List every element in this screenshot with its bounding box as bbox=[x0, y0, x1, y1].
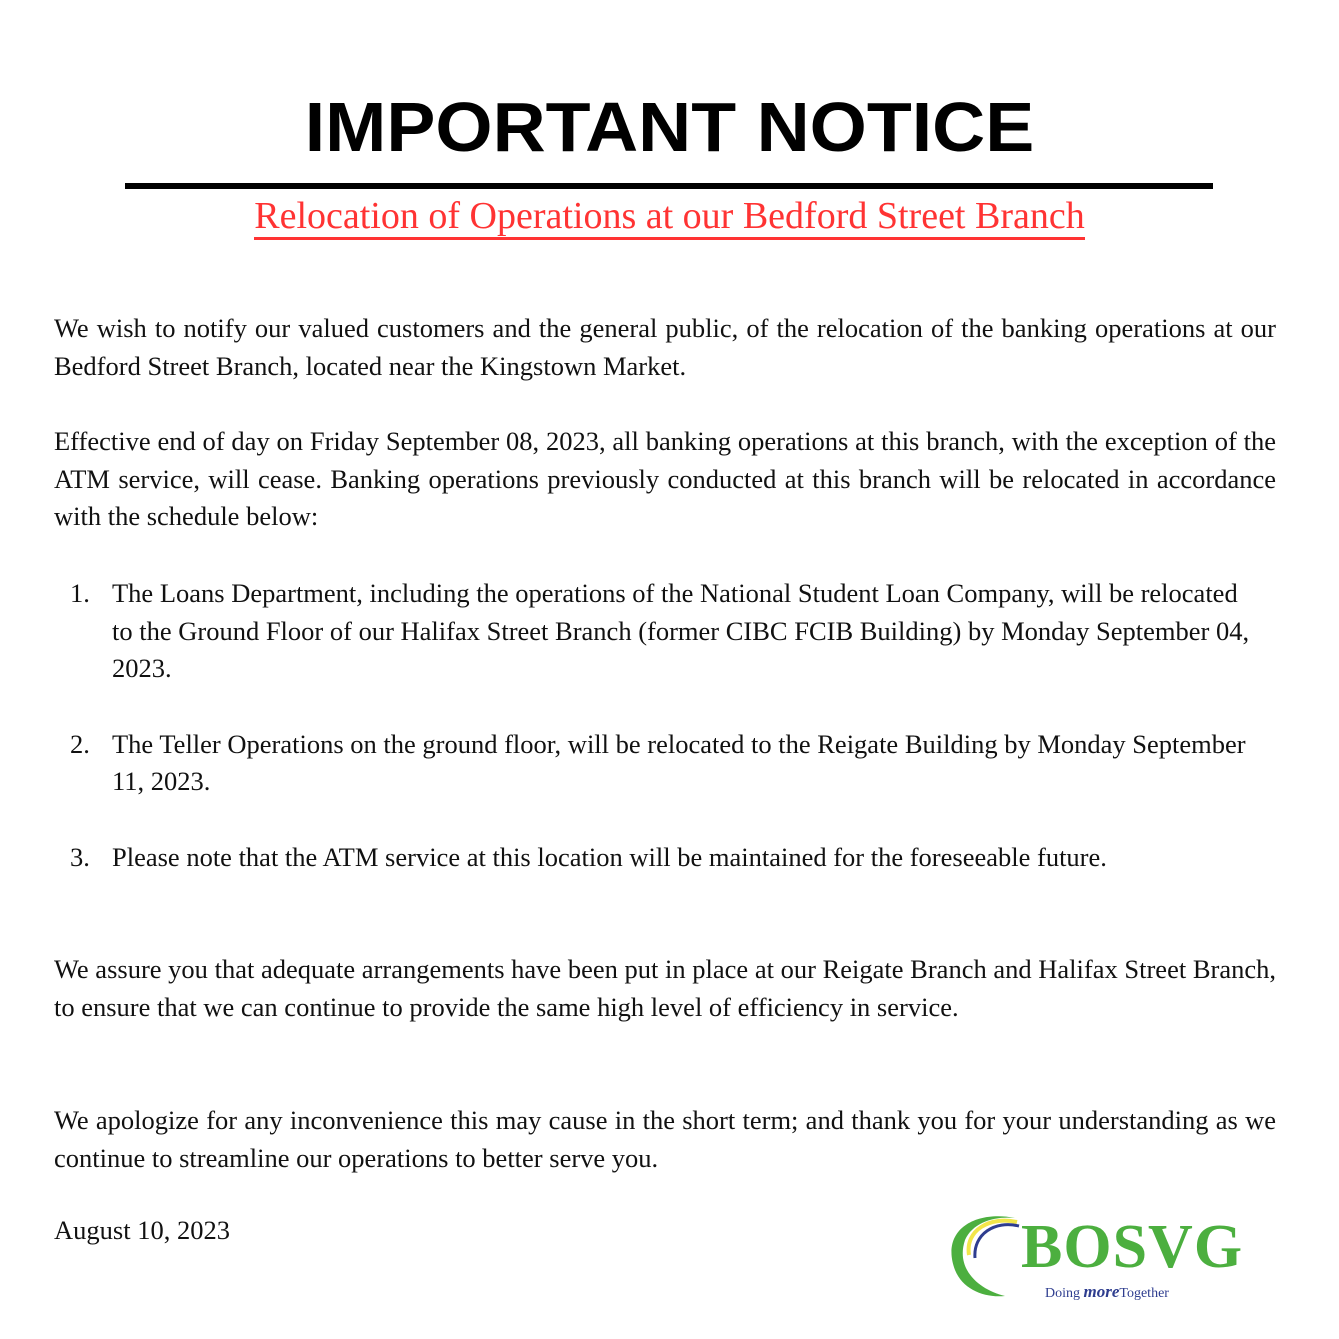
list-text: The Teller Operations on the ground floor, will be relocated to the Reigate Building by Monday September 11, 2023. bbox=[112, 728, 1246, 797]
list-item bbox=[54, 726, 1254, 801]
apology-paragraph: We apologize for any inconvenience this may cause in the short term; and thank you for your understanding as we continue to streamline our operations to better serve you. bbox=[54, 1105, 1276, 1173]
list-number: 3. bbox=[70, 841, 90, 872]
list-number: 1. bbox=[70, 578, 90, 608]
title-divider bbox=[125, 183, 1213, 189]
bosvg-logo bbox=[935, 1210, 1285, 1305]
list-item bbox=[54, 839, 1254, 877]
intro-paragraph: We wish to notify our valued customers and the general public, of the relocation of the banking operations at our Bedford Street Branch, located near the Kingstown Market. bbox=[54, 313, 1276, 381]
notice-date: August 10, 2023 bbox=[54, 1215, 230, 1245]
effective-paragraph: Effective end of day on Friday September 08, 2023, all banking operations at this branch, with the exception of the ATM service, will cease. Banking operations previously conducted at this branch will be relocated in accordance with the schedule below: bbox=[54, 426, 1276, 532]
subtitle-text: Relocation of Operations at our Bedford Street Branch bbox=[254, 195, 1084, 240]
notice-subtitle bbox=[0, 196, 1339, 238]
list-text: Please note that the ATM service at this location will be maintained for the foreseeable future. bbox=[112, 841, 1107, 872]
list-number: 2. bbox=[70, 728, 90, 759]
notice-title: IMPORTANT NOTICE bbox=[304, 88, 1035, 166]
list-text: The Loans Department, including the operations of the National Student Loan Company, will be relocated to the Ground Floor of our Halifax Street Branch (former CIBC FCIB Building) by Monday September 04, 2023. bbox=[112, 578, 1250, 684]
relocation-schedule-list bbox=[54, 575, 1254, 915]
assurance-paragraph: We assure you that adequate arrangements have been put in place at our Reigate Branch and Halifax Street Branch, to ensure that we can continue to provide the same high level of efficiency in service. bbox=[54, 954, 1276, 1022]
logo-tagline bbox=[1045, 1282, 1169, 1302]
tagline-pre: Doing bbox=[1045, 1286, 1084, 1301]
logo-wordmark: BOSVG bbox=[1021, 1213, 1244, 1281]
swoosh-icon bbox=[935, 1210, 1025, 1305]
tagline-post: Together bbox=[1119, 1286, 1169, 1301]
tagline-em: more bbox=[1083, 1282, 1120, 1301]
list-item bbox=[54, 575, 1254, 688]
